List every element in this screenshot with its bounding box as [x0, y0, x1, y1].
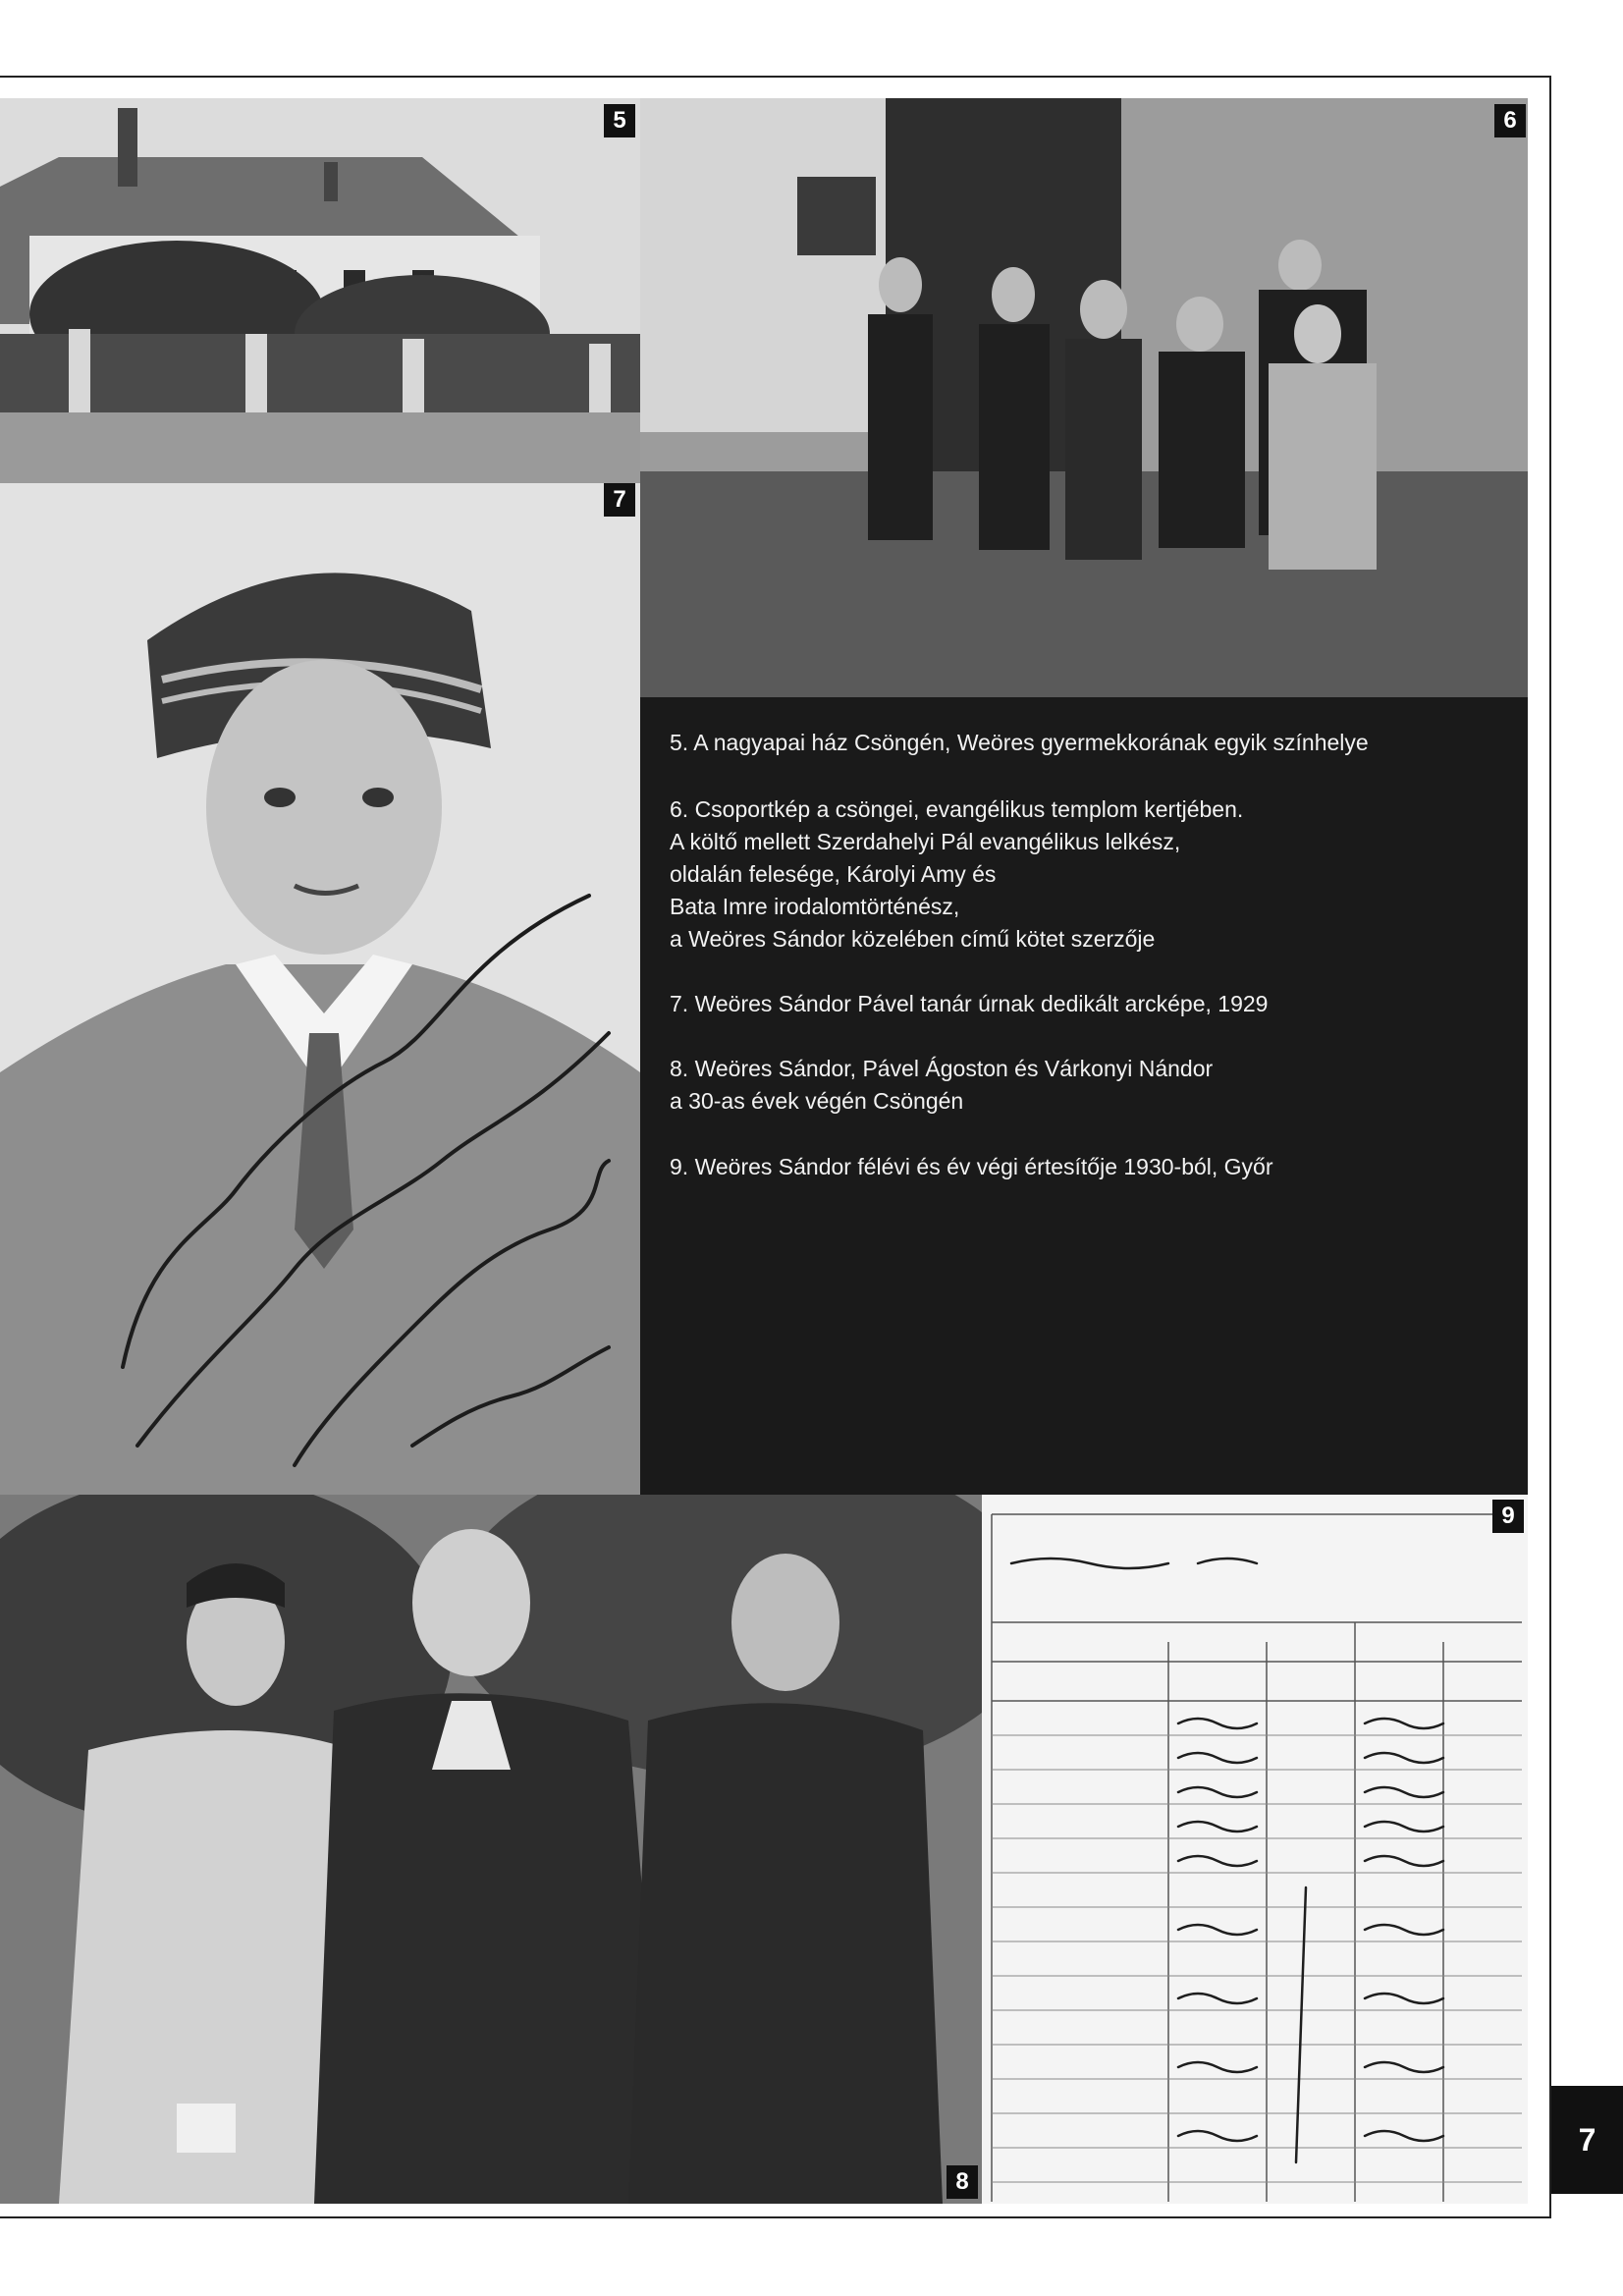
frame-right-line: [1549, 76, 1551, 2218]
caption-panel: [640, 697, 1528, 1495]
caption-8: 8. Weöres Sándor, Pável Ágoston és Várkonyi Nándor a 30-as évek végén Csöngén: [670, 1056, 1214, 1114]
caption-5: 5. A nagyapai ház Csöngén, Weöres gyermekkorának egyik színhelye: [670, 730, 1369, 755]
caption-7: 7. Weöres Sándor Pável tanár úrnak dedikált arcképe, 1929: [670, 991, 1269, 1016]
frame-bottom-line: [0, 2216, 1551, 2218]
badge-9: 9: [1492, 1500, 1524, 1533]
caption-9: 9. Weöres Sándor félévi és év végi értesítője 1930-ból, Győr: [670, 1154, 1273, 1179]
badge-6: 6: [1494, 104, 1526, 137]
photo-three-men: [0, 1495, 982, 2204]
caption-6: 6. Csoportkép a csöngei, evangélikus templom kertjében. A költő mellett Szerdahelyi Pál evangélikus lelkész, oldalán felesége, Károlyi Amy és Bata Imre irodalomtörténész, a Weöres Sándor közelében című kötet szerzője: [670, 796, 1244, 952]
page-number: 7: [1551, 2086, 1623, 2194]
photo-portrait: [0, 483, 640, 1495]
photo-report-card: [982, 1495, 1528, 2204]
badge-5: 5: [604, 104, 635, 137]
photo-group: [640, 98, 1528, 697]
badge-8: 8: [947, 2165, 978, 2199]
frame-top-line: [0, 76, 1551, 78]
badge-7: 7: [604, 483, 635, 517]
photo-house: [0, 98, 640, 483]
